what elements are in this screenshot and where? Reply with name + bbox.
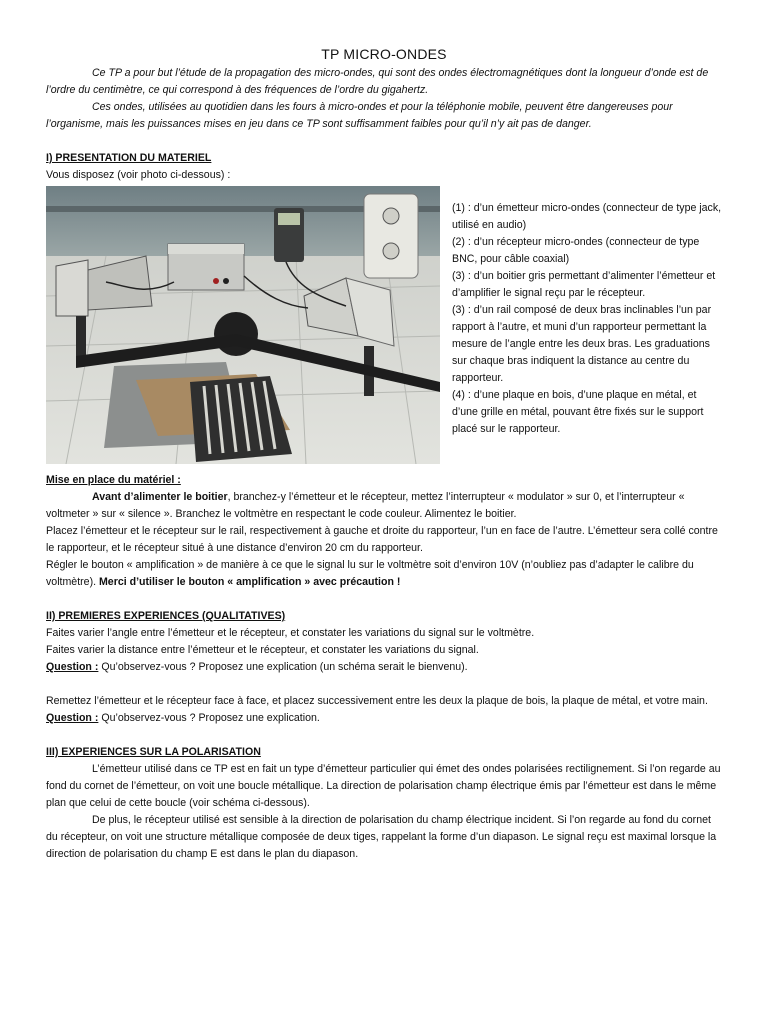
setup-paragraph xyxy=(46,557,722,591)
legend-item: (1) : d’un émetteur micro-ondes (connecteur de type jack, utilisé en audio) xyxy=(452,202,722,231)
polarisation-paragraph: De plus, le récepteur utilisé est sensible à la direction de polarisation du champ électrique incident. Si l’on regarde au fond du cornet du récepteur, on voit une structure métallique composée de deux tiges, rappelant la forme d’un diapason. Le signal reçu est maximal lorsque la direction de polarisation du champ E est dans le plan du diapason. xyxy=(46,814,717,860)
intro-paragraph: Ces ondes, utilisées au quotidien dans les fours à micro-ondes et pour la téléphonie mobile, peuvent être dangereuses pour l’organisme, mais les puissances mises en jeu dans ce TP sont suffisamment faibles pour qu’il n’y ait pas de danger. xyxy=(46,101,673,130)
instruction-line: Faites varier l’angle entre l’émetteur et le récepteur, et constater les variations du signal sur le voltmètre. xyxy=(46,627,535,639)
polarisation-paragraph: L’émetteur utilisé dans ce TP est en fait un type d’émetteur particulier qui émet des ondes polarisées rectilignement. Si l’on regarde au fond du cornet de l’émetteur, on voit une boucle métallique. La direction de polarisation champ électrique émis par l’émetteur est dans le même plan que celui de cette boucle (voir schéma ci-dessous). xyxy=(46,763,721,809)
setup-caution: Merci d’utiliser le bouton « amplification » avec précaution ! xyxy=(98,576,401,588)
setup-paragraph: Placez l’émetteur et le récepteur sur le rail, respectivement à gauche et droite du rapporteur, l’un en face de l’autre. L’émetteur sera collé contre le rapporteur, et le récepteur situé à une distance d’environ 20 cm du rapporteur. xyxy=(46,525,718,554)
legend-item: (4) : d’une plaque en bois, d’une plaque en métal, et d’une grille en métal, pouvant être fixés sur le support placé sur le rapporteur. xyxy=(452,389,704,435)
section-lead: Vous disposez (voir photo ci-dessous) : xyxy=(46,169,231,181)
question xyxy=(46,659,722,676)
legend-item: (3) : d’un rail composé de deux bras inclinables l’un par rapport à l’autre, et muni d’un rapporteur permettant la mesure de l’angle entre les deux bras. Les graduations sur chaque bras indiquent la distance au centre du rapporteur. xyxy=(452,304,712,384)
instruction-line: Faites varier la distance entre l’émetteur et le récepteur, et constater les variations du signal. xyxy=(46,644,479,656)
intro xyxy=(46,65,722,133)
equipment-figure xyxy=(46,186,722,468)
question-text: Qu’observez-vous ? Proposez une explication (un schéma serait le bienvenu). xyxy=(98,661,468,673)
question-label: Question : xyxy=(46,661,99,673)
setup-text: Régler le bouton « amplification » de manière à ce que le signal lu sur le voltmètre soit d’environ 10V (n’oubliez pas d’adapter le calibre du voltmètre). xyxy=(46,559,694,588)
legend-item: (3) : d’un boitier gris permettant d’alimenter l’émetteur et d’amplifier le signal reçu par le récepteur. xyxy=(452,270,716,299)
instruction-paragraph: Remettez l’émetteur et le récepteur face à face, et placez successivement entre les deux la plaque de bois, la plaque de métal, et votre main. xyxy=(46,695,708,707)
equipment-legend xyxy=(452,200,724,438)
legend-item: (2) : d’un récepteur micro-ondes (connecteur de type BNC, pour câble coaxial) xyxy=(452,236,700,265)
equipment-photo xyxy=(46,186,440,464)
question-text: Qu’observez-vous ? Proposez une explication. xyxy=(98,712,320,724)
section-heading: I) PRESENTATION DU MATERIEL xyxy=(46,152,212,164)
section-heading: III) EXPERIENCES SUR LA POLARISATION xyxy=(46,746,261,758)
document-page xyxy=(46,46,722,863)
setup-paragraph xyxy=(46,489,722,523)
question xyxy=(46,710,722,727)
page-title: TP MICRO-ONDES xyxy=(321,46,447,62)
setup-text: , branchez-y l’émetteur et le récepteur, mettez l’interrupteur « modulator » sur 0, et l’interrupteur « voltmeter » sur « silence ». Branchez le voltmètre en respectant le code couleur. Alimentez le boitier. xyxy=(46,491,685,520)
question-label: Question : xyxy=(46,712,99,724)
intro-paragraph: Ce TP a pour but l’étude de la propagation des micro-ondes, qui sont des ondes électromagnétiques dont la longueur d’onde est de l’ordre du centimètre, ce qui correspond à des fréquences de l’ordre du gigahertz. xyxy=(46,67,709,96)
setup-heading: Mise en place du matériel : xyxy=(46,474,181,486)
setup-warning: Avant d’alimenter le boitier xyxy=(92,491,228,503)
section-heading: II) PREMIERES EXPERIENCES (QUALITATIVES) xyxy=(46,610,286,622)
